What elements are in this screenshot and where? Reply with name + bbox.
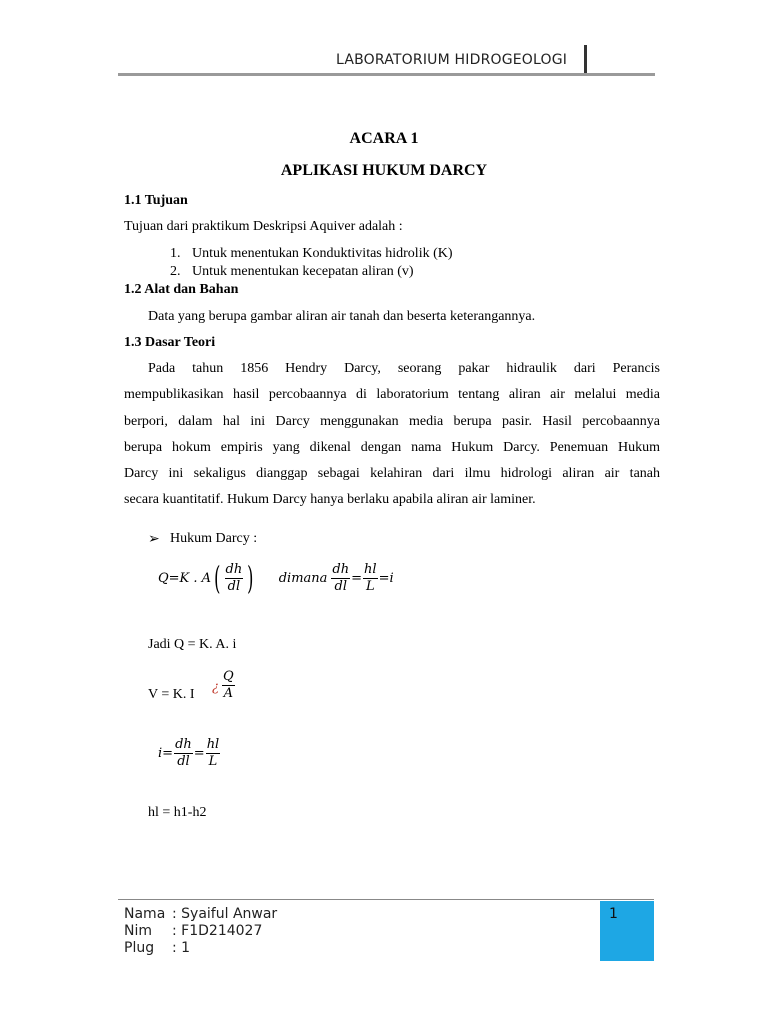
right-paren: ) (247, 559, 254, 597)
denominator: L (208, 753, 218, 769)
denominator: L (365, 578, 375, 594)
footer-plug-value: : 1 (172, 940, 191, 956)
section-tujuan-heading: 1.1 Tujuan (124, 193, 188, 208)
dasar-teori-paragraph (124, 356, 660, 514)
variable-i: i (158, 745, 163, 761)
left-paren: ( (214, 559, 221, 597)
alat-text: Data yang berupa gambar aliran air tanah dan beserta keterangannya. (148, 309, 536, 324)
list-item-text: Untuk menentukan kecepatan aliran (v) (192, 264, 414, 279)
list-item (170, 246, 453, 262)
fraction-hl-l (363, 563, 378, 593)
numerator: dh (175, 737, 192, 752)
q-over-a-formula (212, 670, 236, 700)
velocity-formula: V = K. I (148, 687, 195, 702)
header-divider (584, 45, 587, 75)
fraction-dh-dl (225, 563, 244, 593)
section-dasar-teori-heading: 1.3 Dasar Teori (124, 335, 216, 350)
section-alat-heading: 1.2 Alat dan Bahan (124, 282, 239, 297)
footer-plug-label: Plug (124, 940, 155, 956)
paragraph-line: Pada tahun 1856 Hendry Darcy, seorang pakar hidraulik dari Perancis (148, 361, 660, 376)
jadi-formula: Jadi Q = K. A. i (148, 637, 237, 652)
list-item-text: Untuk menentukan Konduktivitas hidrolik (K) (192, 246, 453, 261)
document-title: APLIKASI HUKUM DARCY (280, 162, 488, 179)
darcy-formula (158, 559, 394, 597)
denominator: dl (227, 578, 241, 594)
list-item-number: 1. (170, 246, 181, 261)
footer-nim-label: Nim (124, 923, 152, 939)
header-title: LABORATORIUM HIDROGEOLOGI (336, 52, 568, 68)
numerator: Q (222, 669, 234, 684)
equals-sign: = (193, 745, 205, 761)
acara-heading: ACARA 1 (349, 130, 419, 147)
list-item-number: 2. (170, 264, 181, 279)
fraction-dh-dl (331, 563, 350, 593)
bullet-arrow-icon: ➢ (148, 532, 160, 547)
numerator: dh (332, 561, 350, 577)
fraction-q-a (222, 670, 235, 700)
paragraph-line: Darcy ini sekaligus dianggap sebagai kelahiran dari ilmu hidrologi aliran air tanah (124, 466, 660, 482)
bullet-hukum-darcy: Hukum Darcy : (170, 531, 258, 546)
gradient-formula (158, 738, 221, 768)
fraction-dh-dl (174, 738, 193, 768)
paragraph-line: berpori, dalam hal ini Darcy menggunakan media berupa pasir. Hasil percobaannya (124, 413, 660, 429)
footer-nama-label: Nama (124, 906, 166, 922)
footer-nama-value: : Syaiful Anwar (172, 906, 278, 922)
formula-dimana: dimana (278, 570, 328, 586)
garbled-glyph: ¿ (212, 679, 219, 695)
numerator: hl (206, 737, 220, 752)
header-rule (118, 73, 655, 76)
paragraph-line: berupa hokum empiris yang dikenal dengan nama Hukum Darcy. Penemuan Hukum (124, 439, 660, 455)
equals-sign: = (162, 745, 174, 761)
paragraph-line: secara kuantitatif. Hukum Darcy hanya berlaku apabila aliran air laminer. (124, 492, 536, 508)
denominator: A (223, 685, 234, 701)
denominator: dl (334, 578, 348, 594)
head-loss-formula: hl = h1-h2 (148, 805, 207, 820)
denominator: dl (177, 753, 190, 769)
numerator: dh (225, 561, 243, 577)
variable-i: i (389, 570, 394, 586)
page-number: 1 (609, 906, 618, 922)
fraction-hl-l (206, 738, 221, 768)
formula-q-ka: Q=K . A (158, 570, 212, 586)
equals-sign: = (378, 570, 390, 586)
list-item (170, 264, 414, 280)
footer-nim-value: : F1D214027 (172, 923, 263, 939)
tujuan-intro: Tujuan dari praktikum Deskripsi Aquiver adalah : (124, 219, 403, 234)
paragraph-line: mempublikasikan hasil percobaannya di laboratorium tentang aliran air melalui media (124, 387, 660, 403)
equals-sign: = (351, 570, 363, 586)
footer-rule (118, 899, 654, 900)
numerator: hl (364, 561, 377, 577)
